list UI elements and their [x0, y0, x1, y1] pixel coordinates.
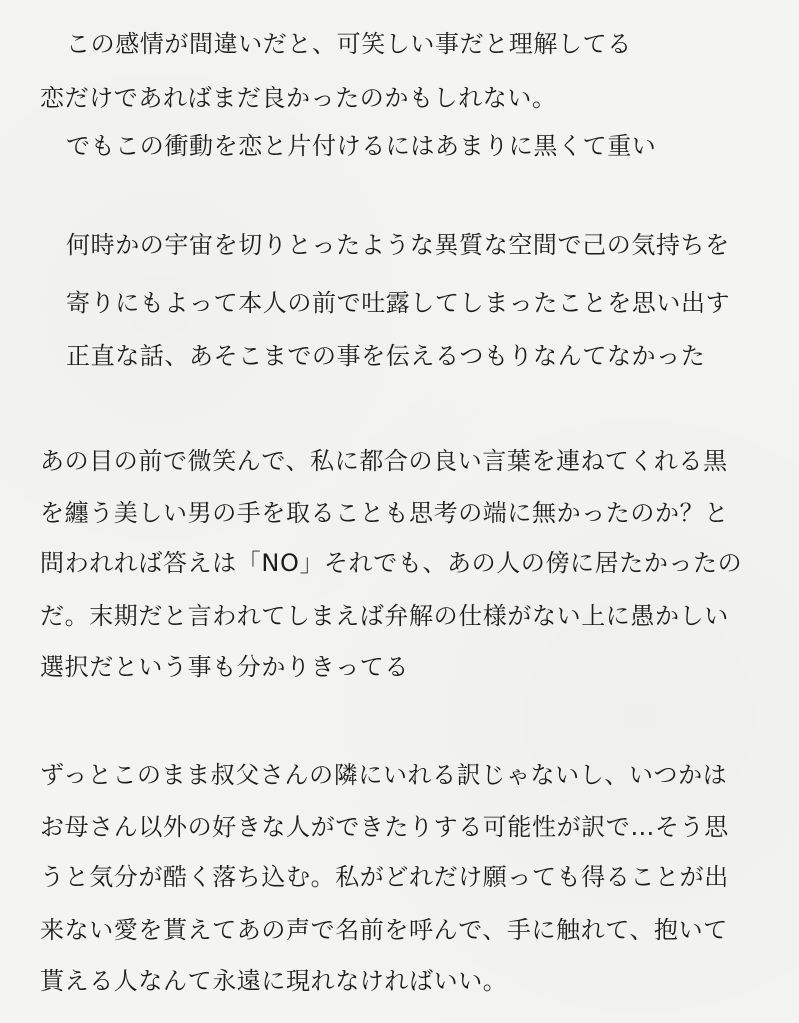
- text-line: 貰える人なんて永遠に現れなければいい。: [40, 967, 508, 995]
- text-line: でもこの衝動を恋と片付けるにはあまりに黒くて重い: [66, 132, 657, 160]
- text-line: だ。末期だと言われてしまえば弁解の仕様がない上に愚かしい: [40, 602, 729, 630]
- text-line: あの目の前で微笑んで、私に都合の良い言葉を連ねてくれる黒: [40, 447, 728, 475]
- text-line: 問われれば答えは「NO」それでも、あの人の傍に居たかったの: [40, 549, 743, 577]
- text-line: 正直な話、あそこまでの事を伝えるつもりなんてなかった: [66, 342, 706, 370]
- text-line: 恋だけであればまだ良かったのかもしれない。: [40, 84, 557, 112]
- text-line: この感情が間違いだと、可笑しい事だと理解してる: [66, 30, 632, 58]
- text-line: お母さん以外の好きな人ができたりする可能性が訳で…そう思: [40, 813, 729, 841]
- text-line: を纏う美しい男の手を取ることも思考の端に無かったのか？と: [40, 499, 729, 527]
- text-line: ずっとこのまま叔父さんの隣にいれる訳じゃないし、いつかは: [40, 761, 728, 789]
- text-line: 何時かの宇宙を切りとったような異質な空間で己の気持ちを: [66, 231, 730, 259]
- text-line: 来ない愛を貰えてあの声で名前を呼んで、手に触れて、抱いて: [40, 916, 728, 944]
- text-line: 寄りにもよって本人の前で吐露してしまったことを思い出す: [66, 289, 731, 317]
- text-line: 選択だという事も分かりきってる: [40, 653, 409, 681]
- text-line: うと気分が酷く落ち込む。私がどれだけ願っても得ることが出: [40, 863, 729, 891]
